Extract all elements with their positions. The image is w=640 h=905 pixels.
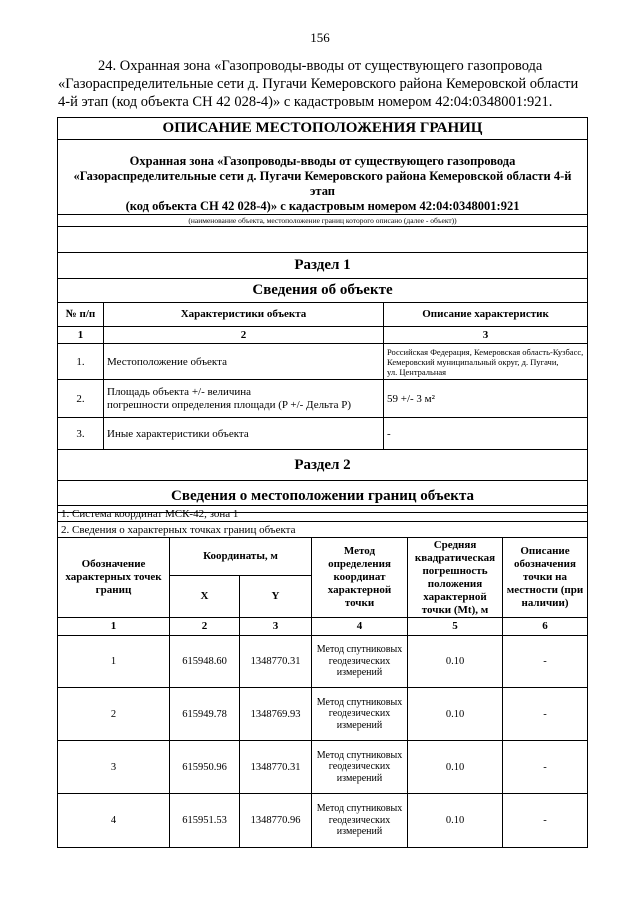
characteristic-line-2: погрешности определения площади (P +/- Дельта P): [107, 398, 352, 411]
point-x: 615951.53: [170, 794, 240, 848]
table-row: [58, 688, 588, 741]
description-line-2: Кемеровский муниципальный округ, д. Пугачи,: [387, 356, 559, 367]
table-row: [58, 418, 588, 450]
characteristic: [104, 380, 384, 418]
row-number: 3.: [58, 418, 104, 450]
header-coordinates: Координаты, м: [170, 538, 312, 576]
characteristic: Иные характеристики объекта: [104, 418, 384, 450]
point-mt: 0.10: [408, 636, 503, 688]
section-2-subtitle: Сведения о местоположении границ объекта: [58, 481, 588, 513]
description-line-1: Российская Федерация, Кемеровская область-Кузбасс,: [387, 346, 584, 357]
point-method: Метод спутниковых геодезических измерений: [312, 794, 408, 848]
point-description: -: [503, 794, 588, 848]
col-number-4: 4: [312, 618, 408, 636]
section-1-subtitle: Сведения об объекте: [58, 279, 588, 303]
point-id: 4: [58, 794, 170, 848]
point-method: Метод спутниковых геодезических измерений: [312, 636, 408, 688]
point-x: 615950.96: [170, 741, 240, 794]
header-accuracy: Средняя квадратическая погрешность положения характерной точки (Mt), м: [408, 538, 503, 618]
col-header-number: № п/п: [58, 303, 104, 327]
point-id: 3: [58, 741, 170, 794]
form-title: ОПИСАНИЕ МЕСТОПОЛОЖЕНИЯ ГРАНИЦ: [58, 118, 588, 140]
point-y: 1348770.96: [240, 794, 312, 848]
heading-line-3: 4-й этап (код объекта СН 42 028-4)» с кадастровым номером 42:04:0348001:921.: [58, 94, 553, 110]
table-row: [58, 741, 588, 794]
col-number-2: 2: [104, 327, 384, 344]
object-name-line-3: (код объекта СН 42 028-4)» с кадастровым номером 42:04:0348001:921: [125, 199, 520, 213]
col-header-characteristic: Характеристики объекта: [104, 303, 384, 327]
heading-line-1: 24. Охранная зона «Газопроводы-вводы от существующего газопровода: [98, 58, 543, 74]
point-mt: 0.10: [408, 688, 503, 741]
section-2-title: Раздел 2: [58, 450, 588, 481]
object-info-table: [57, 117, 588, 513]
point-mt: 0.10: [408, 741, 503, 794]
heading-line-2: «Газораспределительные сети д. Пугачи Кемеровского района Кемеровской области: [58, 76, 579, 92]
col-number-3: 3: [240, 618, 312, 636]
characteristic-line-1: Площадь объекта +/- величина: [107, 385, 252, 398]
col-number-5: 5: [408, 618, 503, 636]
header-method: Метод определения координат характерной точки: [312, 538, 408, 618]
characteristic: Местоположение объекта: [104, 344, 384, 380]
page-number: 156: [310, 30, 330, 45]
point-id: 1: [58, 636, 170, 688]
row-number: 2.: [58, 380, 104, 418]
object-name: [58, 140, 588, 215]
col-header-description: Описание характеристик: [384, 303, 588, 327]
points-caption: 2. Сведения о характерных точках границ объекта: [58, 522, 588, 538]
col-number-2: 2: [170, 618, 240, 636]
description-line-3: ул. Центральная: [387, 366, 447, 377]
coordinate-system: 1. Система координат МСК-42, зона 1: [58, 506, 588, 522]
header-point-description: Описание обозначения точки на местности (при наличии): [503, 538, 588, 618]
point-description: -: [503, 636, 588, 688]
point-y: 1348770.31: [240, 636, 312, 688]
object-name-caption: (наименование объекта, местоположение границ которого описано (далее - объект)): [58, 215, 588, 227]
object-name-line-1: Охранная зона «Газопроводы-вводы от существующего газопровода: [129, 154, 516, 168]
col-number-1: 1: [58, 618, 170, 636]
point-id: 2: [58, 688, 170, 741]
point-y: 1348770.31: [240, 741, 312, 794]
header-designation: Обозначение характерных точек границ: [58, 538, 170, 618]
point-description: -: [503, 688, 588, 741]
object-name-line-2: «Газораспределительные сети д. Пугачи Кемеровского района Кемеровской области 4-й этап: [73, 169, 572, 198]
section-1-title: Раздел 1: [58, 253, 588, 279]
col-number-6: 6: [503, 618, 588, 636]
document-heading: [58, 57, 586, 111]
spacer: [58, 227, 588, 253]
col-number-1: 1: [58, 327, 104, 344]
header-y: Y: [240, 576, 312, 618]
description: [384, 344, 588, 380]
point-method: Метод спутниковых геодезических измерений: [312, 741, 408, 794]
point-mt: 0.10: [408, 794, 503, 848]
point-y: 1348769.93: [240, 688, 312, 741]
table-row: [58, 380, 588, 418]
description: 59 +/- 3 м²: [384, 380, 588, 418]
point-x: 615949.78: [170, 688, 240, 741]
description: -: [384, 418, 588, 450]
point-method: Метод спутниковых геодезических измерений: [312, 688, 408, 741]
col-number-3: 3: [384, 327, 588, 344]
table-row: [58, 344, 588, 380]
table-row: [58, 636, 588, 688]
table-row: [58, 794, 588, 848]
boundary-points-table: [57, 505, 588, 848]
point-x: 615948.60: [170, 636, 240, 688]
point-description: -: [503, 741, 588, 794]
row-number: 1.: [58, 344, 104, 380]
header-x: X: [170, 576, 240, 618]
